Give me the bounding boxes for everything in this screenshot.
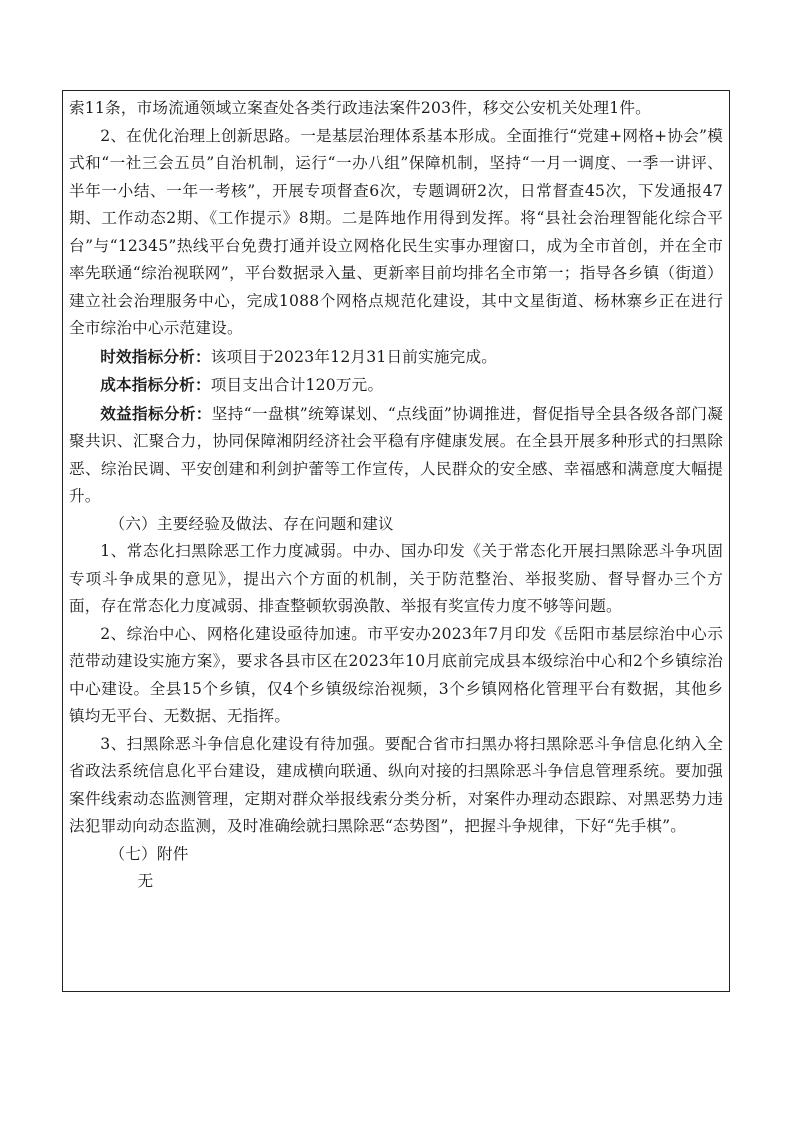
document-body [69,95,723,896]
paragraph-issue-1: 1、常态化扫黑除恶工作力度减弱。中办、国办印发《关于常态化开展扫黑除恶斗争巩固专项斗争成果的意见》，提出六个方面的机制，关于防范整治、举报奖励、督导督办三个方面，存在常态化力度减弱、排查整顿软弱涣散、举报有奖宣传力度不够等问题。 [69,542,723,615]
paragraph-timeliness [69,343,723,372]
cost-label: 成本指标分析： [100,375,211,394]
attachment-none: 无 [137,872,154,890]
paragraph-governance: 2、在优化治理上创新思路。一是基层治理体系基本形成。全面推行“党建+网格+协会”模式和“一社三会五员”自治机制，运行“一办八组”保障机制，坚持“一月一调度、一季一讲评、半年一小结、一年一考核”，开展专项督查6次，专题调研2次，日常督查45次，下发通报47期、工作动态2期、《工作提示》8期。二是阵地作用得到发挥。将“县社会治理智能化综合平台”与“12345”热线平台免费打通并设立网格化民生实事办理窗口，成为全市首创，并在全市率先联通“综治视联网”，平台数据录入量、更新率目前均排名全市第一；指导各乡镇（街道）建立社会治理服务中心，完成1088个网格点规范化建设，其中文星街道、杨林寨乡正在进行全市综治中心示范建设。 [69,126,723,337]
paragraph-cost [69,371,723,400]
paragraph-benefit [69,400,723,511]
timeliness-text: 该项目于2023年12月31日前实施完成。 [210,347,498,366]
benefit-label: 效益指标分析： [100,403,212,423]
timeliness-label: 时效指标分析： [100,346,211,366]
section-heading-six: （六）主要经验及做法、存在问题和建议 [109,514,394,533]
paragraph-case-count: 索11条，市场流通领域立案查处各类行政违法案件203件，移交公安机关处理1件。 [69,99,651,117]
paragraph-issue-2: 2、综治中心、网格化建设亟待加速。市平安办2023年7月印发《岳阳市基层综治中心示范带动建设实施方案》，要求各县市区在2023年10月底前完成县本级综治中心和2个乡镇综治中心建设。全县15个乡镇，仅4个乡镇级综治视频，3个乡镇网格化管理平台有数据，其他乡镇均无平台、无数据、无指挥。 [69,624,723,725]
paragraph-issue-3: 3、扫黑除恶斗争信息化建设有待加强。要配合省市扫黑办将扫黑除恶斗争信息化纳入全省政法系统信息化平台建设，建成横向联通、纵向对接的扫黑除恶斗争信息管理系统。要加强案件线索动态监测管理，定期对群众举报线索分类分析，对案件办理动态跟踪、对黑恶势力违法犯罪动向动态监测，及时准确绘就扫黑除恶“态势图”，把握斗争规律，下好“先手棋”。 [69,734,723,835]
cost-text: 项目支出合计120万元。 [210,376,384,394]
section-heading-seven: （七）附件 [109,844,189,863]
document-frame [62,90,730,992]
benefit-text: 坚持“一盘棋”统筹谋划、“点线面”协调推进，督促指导全县各级各部门凝聚共识、汇聚合力，协同保障湘阴经济社会平稳有序健康发展。在全县开展多种形式的扫黑除恶、综治民调、平安创建和利剑护蕾等工作宣传，人民群众的安全感、幸福感和满意度大幅提升。 [69,404,723,505]
